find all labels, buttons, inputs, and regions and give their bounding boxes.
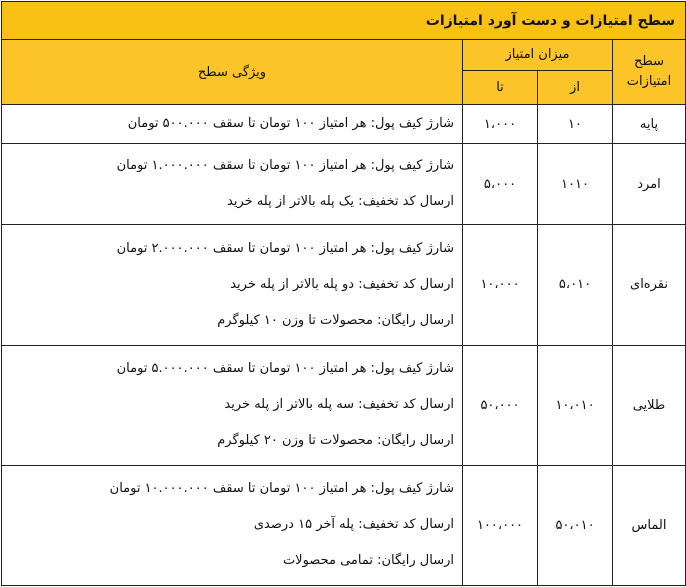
points-to: ۵۰،۰۰۰: [463, 345, 538, 465]
level-features: [2, 104, 463, 143]
level-header: [613, 40, 686, 105]
table-row: [2, 465, 686, 585]
points-from: ۱۰: [538, 104, 613, 143]
levels-table: [1, 1, 686, 586]
points-from: ۵،۰۱۰: [538, 224, 613, 345]
points-to: ۱۰،۰۰۰: [463, 224, 538, 345]
level-features: [2, 224, 463, 345]
points-to: ۱،۰۰۰: [463, 104, 538, 143]
level-header-label: سطح امتیازات: [626, 54, 672, 90]
table-row: [2, 345, 686, 465]
level-name: پایه: [613, 104, 686, 143]
table-row: [2, 104, 686, 143]
feature-line: ارسال کد تخفیف: یک پله بالاتر از پله خرید: [227, 194, 454, 210]
feature-line: شارژ کیف پول: هر امتیاز ۱۰۰ تومان تا سقف ۲.۰۰۰.۰۰۰ تومان: [116, 240, 454, 256]
feature-line: ارسال رایگان: محصولات تا وزن ۱۰ کیلوگرم: [217, 312, 454, 328]
table-row: [2, 224, 686, 345]
points-range-header: میزان امتیاز: [463, 40, 613, 70]
feature-line: شارژ کیف پول: هر امتیاز ۱۰۰ تومان تا سقف ۵.۰۰۰.۰۰۰ تومان: [116, 361, 454, 377]
points-to: ۵،۰۰۰: [463, 144, 538, 225]
level-features: [2, 465, 463, 585]
points-from: ۱۰۱۰: [538, 144, 613, 225]
level-name: الماس: [613, 465, 686, 585]
feature-line: شارژ کیف پول: هر امتیاز ۱۰۰ تومان تا سقف ۱.۰۰۰.۰۰۰ تومان: [116, 158, 454, 174]
from-header: از: [538, 70, 613, 104]
level-name: امرد: [613, 144, 686, 225]
feature-line: شارژ کیف پول: هر امتیاز ۱۰۰ تومان تا سقف ۱۰.۰۰۰.۰۰۰ تومان: [109, 481, 454, 497]
points-from: ۱۰،۰۱۰: [538, 345, 613, 465]
feature-line: ارسال رایگان: تمامی محصولات: [282, 553, 454, 569]
features-header: ویژگی سطح: [2, 40, 463, 105]
feature-line: ارسال کد تخفیف: سه پله بالاتر از پله خرید: [224, 397, 454, 413]
level-name: طلایی: [613, 345, 686, 465]
level-features: [2, 144, 463, 225]
feature-line: ارسال رایگان: محصولات تا وزن ۲۰ کیلوگرم: [217, 433, 454, 449]
table-title: سطح امتیازات و دست آورد امتیازات: [2, 2, 686, 40]
level-features: [2, 345, 463, 465]
level-name: نقره‌ای: [613, 224, 686, 345]
to-header: تا: [463, 70, 538, 104]
points-to: ۱۰۰،۰۰۰: [463, 465, 538, 585]
table-row: [2, 144, 686, 225]
feature-line: ارسال کد تخفیف: پله آخر ۱۵ درصدی: [253, 517, 454, 533]
feature-line: شارژ کیف پول: هر امتیاز ۱۰۰ تومان تا سقف ۵۰۰.۰۰۰ تومان: [127, 116, 454, 132]
feature-line: ارسال کد تخفیف: دو پله بالاتر از پله خرید: [230, 276, 454, 292]
points-from: ۵۰،۰۱۰: [538, 465, 613, 585]
